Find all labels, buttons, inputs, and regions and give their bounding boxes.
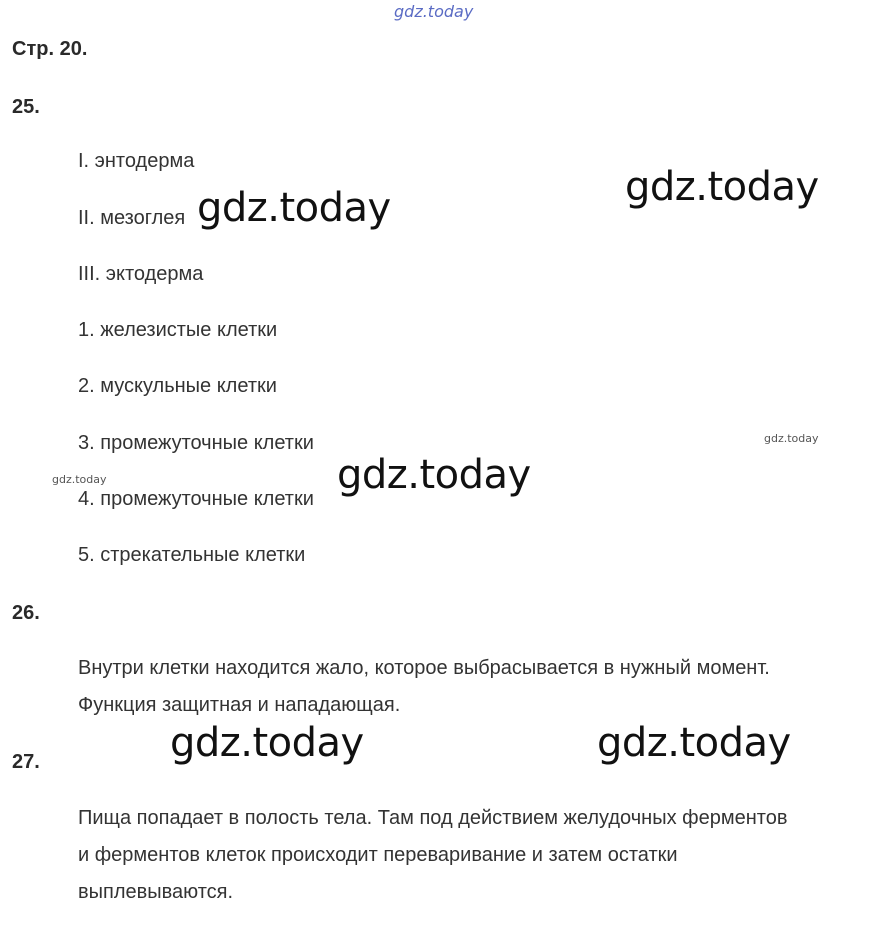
watermark: gdz.today [597, 720, 791, 766]
list-item: III. эктодерма [78, 263, 204, 285]
watermark-top: gdz.today [394, 2, 474, 21]
task-number-25: 25. [12, 96, 40, 118]
list-item: 3. промежуточные клетки [78, 432, 314, 454]
answer-line: Пища попадает в полость тела. Там под действием желудочных ферментов [78, 807, 788, 829]
watermark-small: gdz.today [52, 473, 107, 486]
list-item: 1. железистые клетки [78, 319, 278, 341]
list-item: 2. мускульные клетки [78, 375, 277, 397]
watermark: gdz.today [625, 164, 819, 210]
list-item: 4. промежуточные клетки [78, 488, 314, 510]
answer-paragraph-27 [78, 800, 868, 911]
answer-line: выплевываются. [78, 881, 234, 903]
task-number-26: 26. [12, 602, 40, 624]
page-title: Стр. 20. [12, 38, 88, 60]
watermark: gdz.today [197, 185, 391, 231]
task-number-27: 27. [12, 751, 40, 773]
watermark-small: gdz.today [764, 432, 819, 445]
answer-line: Функция защитная и нападающая. [78, 694, 401, 716]
list-item: II. мезоглея [78, 207, 186, 229]
list-item: 5. стрекательные клетки [78, 544, 306, 566]
watermark: gdz.today [170, 720, 364, 766]
answer-line: Внутри клетки находится жало, которое выбрасывается в нужный момент. [78, 657, 770, 679]
answer-paragraph-26 [78, 650, 868, 724]
answer-line: и ферментов клеток происходит переваривание и затем остатки [78, 844, 678, 866]
watermark: gdz.today [337, 452, 531, 498]
list-item: I. энтодерма [78, 150, 195, 172]
